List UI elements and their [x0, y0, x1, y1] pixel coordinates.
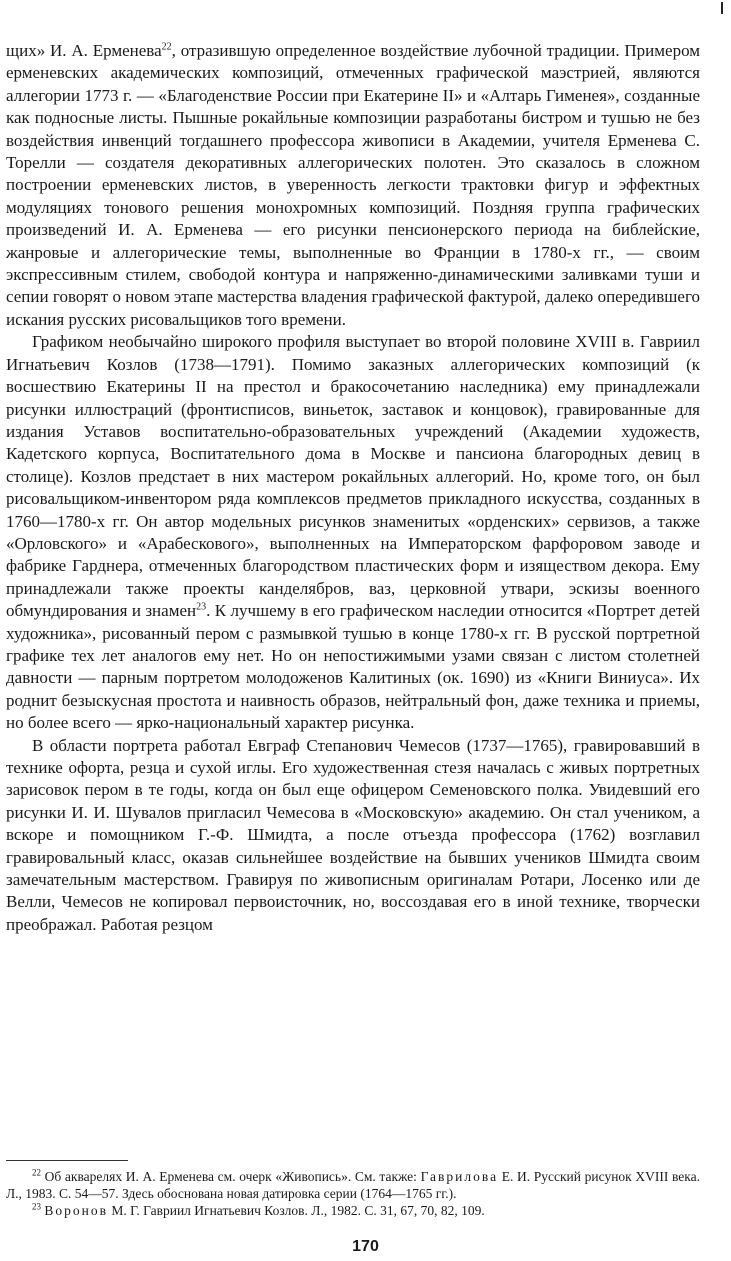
footnote-ref: 22: [161, 41, 172, 53]
footnote-author: Воронов: [44, 1203, 108, 1218]
paragraph: [6, 735, 700, 937]
footnote-number: 22: [32, 1167, 41, 1178]
footnote: [6, 1168, 700, 1202]
footnote-number: 23: [32, 1201, 41, 1212]
footnote: [6, 1202, 700, 1219]
footnote-rule: [6, 1160, 128, 1161]
paragraph-text: щих» И. А. Ерменева: [6, 41, 162, 60]
footnote-text: Е. И. Русский рисунок XVIII века. Л., 1983. С. 54—57. Здесь обоснована новая датировка серии (1764—1765 гг.).: [6, 1169, 701, 1201]
footnote-author: Гаврилова: [420, 1169, 499, 1184]
footnote-text: М. Г. Гавриил Игнатьевич Козлов. Л., 1982. С. 31, 67, 70, 82, 109.: [107, 1203, 485, 1218]
paragraph: [6, 331, 700, 734]
page-body: [6, 40, 700, 936]
footnote-ref: 23: [196, 601, 207, 613]
paragraph-text: , отразившую определенное воздействие лубочной традиции. Примером ерменевских академических композиций, отмеченных графической маэстрией, являются аллегории 1773 г. — «Благоденствие России при Екатерине II» и «Алтарь Гименея», созданные как подносные листы. Пышные рокайльные композиции разработаны бистром и тушью не без воздействия инвенций тогдашнего профессора живописи в Академии, учителя Ерменева С. Торелли — создателя декоративных аллегорических полотен. Это сказалось в сложном построении ерменевских листов, в уверенность легкости трактовки фигур и эффектных модуляциях тонового решения монохромных композиций. Поздняя группа графических произведений И. А. Ерменева — его рисунки пенсионерского периода на библейские, жанровые и аллегорические темы, выполненные во Франции в 1780-х гг., — своим экспрессивным стилем, свободой контура и напряженно-динамическими заливками туши и сепии говорят о новом этапе мастерства владения графической фактурой, далеко опередившего искания русских рисовальщиков того времени.: [6, 41, 701, 329]
footnote-text: Об акварелях И. А. Ерменева см. очерк «Живопись». См. также:: [44, 1169, 421, 1184]
paragraph: [6, 40, 700, 331]
paragraph-text: . К лучшему в его графическом наследии относится «Портрет детей художника», рисованный пером с размывкой тушью в конце 1780-х гг. В русской портретной графике тех лет аналогов ему нет. Но он непостижимыми узами связан с листом столетней давности — парным портретом молодоженов Калитиных (ок. 1690) из «Книги Виниуса». Их роднит безыскусная простота и наивность образов, нейтральный фон, даже техника и приемы, но более всего — ярко-национальный характер рисунка.: [6, 601, 700, 733]
footnotes: [6, 1168, 700, 1219]
margin-mark: [721, 2, 723, 14]
body-text: [6, 40, 700, 936]
page-number: 170: [352, 1238, 379, 1255]
paragraph-text: Графиком необычайно широкого профиля выступает во второй половине XVIII в. Гавриил Игнатьевич Козлов (1738—1791). Помимо заказных аллегорических композиций (к восшествию Екатерины II на престол и бракосочетанию наследника) ему принадлежали рисунки иллюстраций (фронтисписов, виньеток, заставок и концовок), гравированные для издания Уставов воспитательно-образовательных учреждений (Академии художеств, Кадетского корпуса, Воспитательного дома в Москве и пансиона благородных девиц в столице). Козлов предстает в них мастером рокайльных аллегорий. Но, кроме того, он был рисовальщиком-инвентором ряда комплексов предметов прикладного искусства, созданных в 1760—1780-х гг. Он автор модельных рисунков знаменитых «орденских» сервизов, а также «Орловского» и «Арабескового», выполненных на Императорском фарфоровом заводе и фабрике Гарднера, отмеченных благородством пластических форм и изяществом декора. Ему принадлежали также проекты канделябров, ваз, церковной утвари, эскизы военного обмундирования и знамен: [6, 332, 700, 621]
paragraph-text: В области портрета работал Евграф Степанович Чемесов (1737—1765), гравировавший в технике офорта, резца и сухой иглы. Его художественная стезя началась с живых портретных зарисовок пером в те годы, когда он был еще офицером Семеновского полка. Увидевший его рисунки И. И. Шувалов пригласил Чемесова в «Московскую» академию. Он стал учеником, а вскоре и помощником Г.-Ф. Шмидта, а после отъезда профессора (1762) возглавил гравировальный класс, оказав сильнейшее воздействие на бывших учеников Шмидта своим замечательным мастерством. Гравируя по живописным оригиналам Ротари, Лосенко или де Велли, Чемесов не копировал первоисточник, но, воссоздавая его в иной технике, творчески преображал. Работая резцом: [6, 735, 700, 934]
